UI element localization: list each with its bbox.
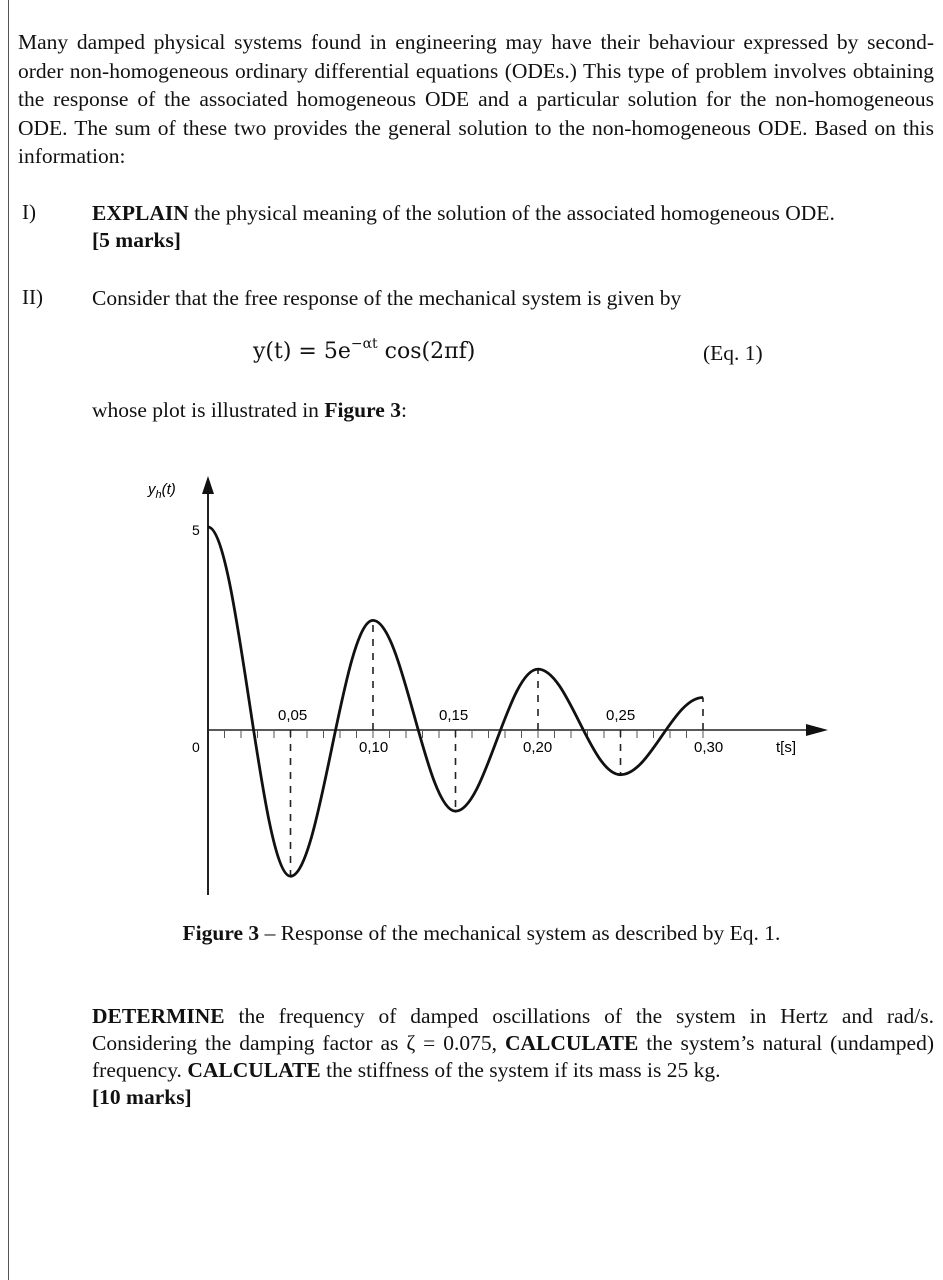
caption-label: Figure 3	[182, 921, 260, 945]
x-tick-label-0-25: 0,25	[606, 707, 636, 724]
equation-number: (Eq. 1)	[703, 341, 763, 365]
question-1-number: I)	[22, 200, 36, 224]
plot-intro-colon: :	[400, 398, 407, 422]
task-marks: [10 marks]	[92, 1085, 192, 1109]
task-keyword-calculate-2: CALCULATE	[187, 1058, 321, 1082]
task-text-2: the system’s natural (undamped) frequency.	[92, 1031, 934, 1082]
y-axis-arrow-icon	[202, 476, 214, 494]
task-keyword-determine: DETERMINE	[92, 1004, 225, 1028]
question-1-marks: [5 marks]	[92, 228, 181, 252]
response-curve	[208, 527, 703, 876]
equation-rhs: cos(2πf)	[377, 339, 476, 364]
y-tick-5: 5	[192, 522, 200, 538]
y-axis-label: $y_h(t)$	[148, 481, 176, 501]
x-tick-label-0-10: 0,10	[359, 739, 389, 756]
question-1-text: the physical meaning of the solution of the associated homogeneous ODE.	[188, 201, 835, 225]
question-2-number: II)	[22, 285, 43, 309]
task-text-1: the frequency of damped oscillations of the system in Hertz and rad/s. Considering the damping factor as ζ = 0.075,	[92, 1004, 934, 1055]
x-axis-arrow-icon	[806, 724, 828, 736]
x-axis-minor-ticks	[225, 730, 704, 738]
question-2-task	[92, 1003, 934, 1111]
x-tick-label-0-05: 0,05	[278, 707, 308, 724]
x-tick-label-0-20: 0,20	[523, 739, 553, 756]
y-tick-0: 0	[192, 739, 200, 755]
x-axis-label: t[s]	[776, 739, 797, 756]
caption-text: – Response of the mechanical system as described by Eq. 1.	[259, 921, 781, 945]
task-keyword-calculate-1: CALCULATE	[504, 1031, 639, 1055]
plot-figure-ref: Figure 3	[324, 398, 401, 422]
equation-lhs: y(t) = 5e	[253, 339, 351, 364]
plot-intro-text: whose plot is illustrated in	[92, 398, 325, 422]
equation-exponent: −αt	[350, 336, 378, 352]
question-1-keyword: EXPLAIN	[92, 201, 189, 225]
task-text-3: the stiffness of the system if its mass is 25 kg.	[320, 1058, 721, 1082]
x-tick-label-0-30: 0,30	[694, 739, 724, 756]
chart-axes	[202, 476, 828, 895]
x-tick-label-0-15: 0,15	[439, 707, 469, 724]
question-2-text: Consider that the free response of the mechanical system is given by	[92, 286, 682, 310]
figure-caption	[0, 921, 943, 946]
intro-paragraph: Many damped physical systems found in engineering may have their behaviour expressed by second-order non-homogeneous ordinary differential equations (ODEs.) This type of problem involves obtaining the response of the associated homogeneous ODE and a particular solution for the non-homogeneous ODE. The sum of these two provides the general solution to the non-homogeneous ODE. Based on this information:	[18, 30, 934, 168]
